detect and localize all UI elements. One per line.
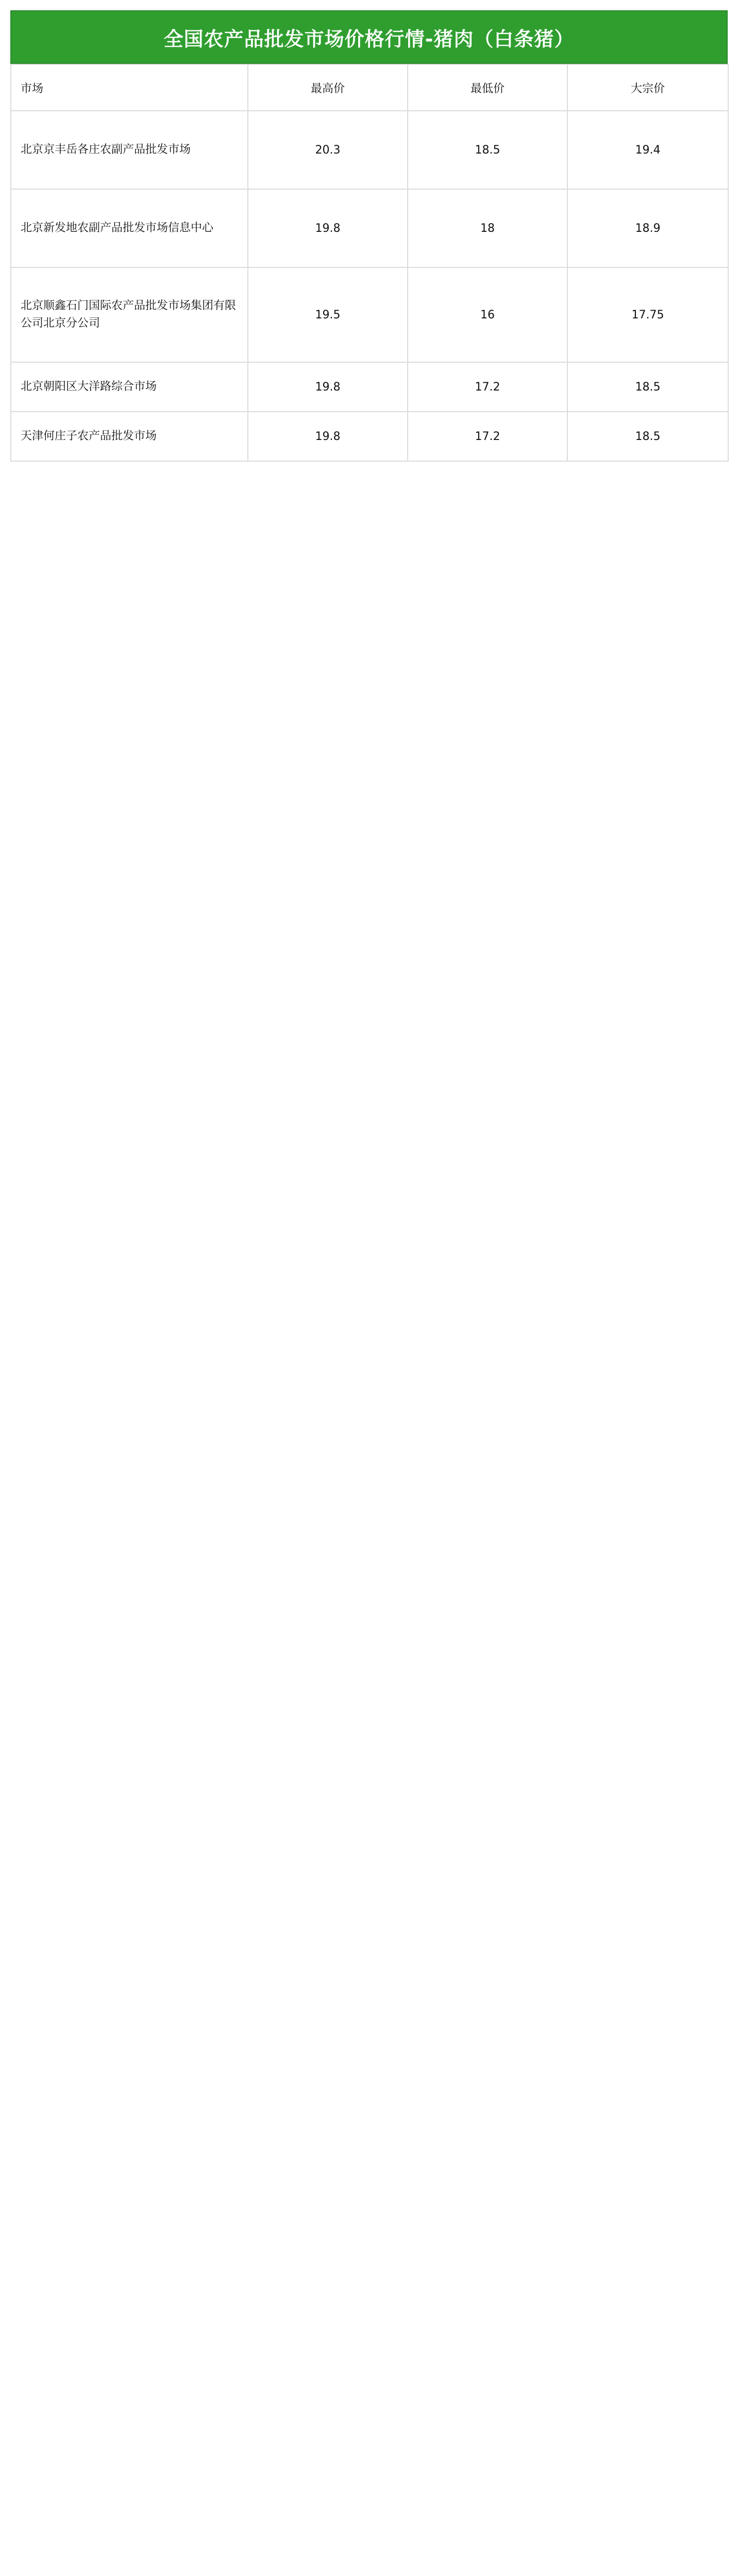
cell-market: 北京新发地农副产品批发市场信息中心 — [11, 189, 248, 267]
cell-min-price: 16 — [408, 267, 567, 362]
table-row — [11, 111, 728, 189]
header-max-price: 最高价 — [248, 64, 408, 111]
cell-bulk-price: 18.5 — [567, 362, 728, 412]
page-title: 全国农产品批发市场价格行情-猪肉（白条猪） — [10, 10, 728, 64]
cell-max-price: 19.5 — [248, 267, 408, 362]
cell-market: 北京顺鑫石门国际农产品批发市场集团有限公司北京分公司 — [11, 267, 248, 362]
cell-max-price: 19.8 — [248, 189, 408, 267]
cell-max-price: 19.8 — [248, 362, 408, 412]
cell-bulk-price: 17.75 — [567, 267, 728, 362]
cell-max-price: 20.3 — [248, 111, 408, 189]
header-min-price: 最低价 — [408, 64, 567, 111]
cell-min-price: 17.2 — [408, 412, 567, 461]
cell-min-price: 18 — [408, 189, 567, 267]
cell-min-price: 17.2 — [408, 362, 567, 412]
table-row — [11, 267, 728, 362]
header-bulk-price: 大宗价 — [567, 64, 728, 111]
cell-max-price: 19.8 — [248, 412, 408, 461]
table-row — [11, 189, 728, 267]
price-sheet — [10, 10, 728, 462]
header-market: 市场 — [11, 64, 248, 111]
header-row — [11, 64, 728, 111]
cell-min-price: 18.5 — [408, 111, 567, 189]
cell-market: 天津何庄子农产品批发市场 — [11, 412, 248, 461]
cell-bulk-price: 18.9 — [567, 189, 728, 267]
table-row — [11, 362, 728, 412]
price-table — [10, 64, 729, 462]
cell-bulk-price: 19.4 — [567, 111, 728, 189]
table-row — [11, 412, 728, 461]
cell-market: 北京朝阳区大洋路综合市场 — [11, 362, 248, 412]
cell-market: 北京京丰岳各庄农副产品批发市场 — [11, 111, 248, 189]
cell-bulk-price: 18.5 — [567, 412, 728, 461]
